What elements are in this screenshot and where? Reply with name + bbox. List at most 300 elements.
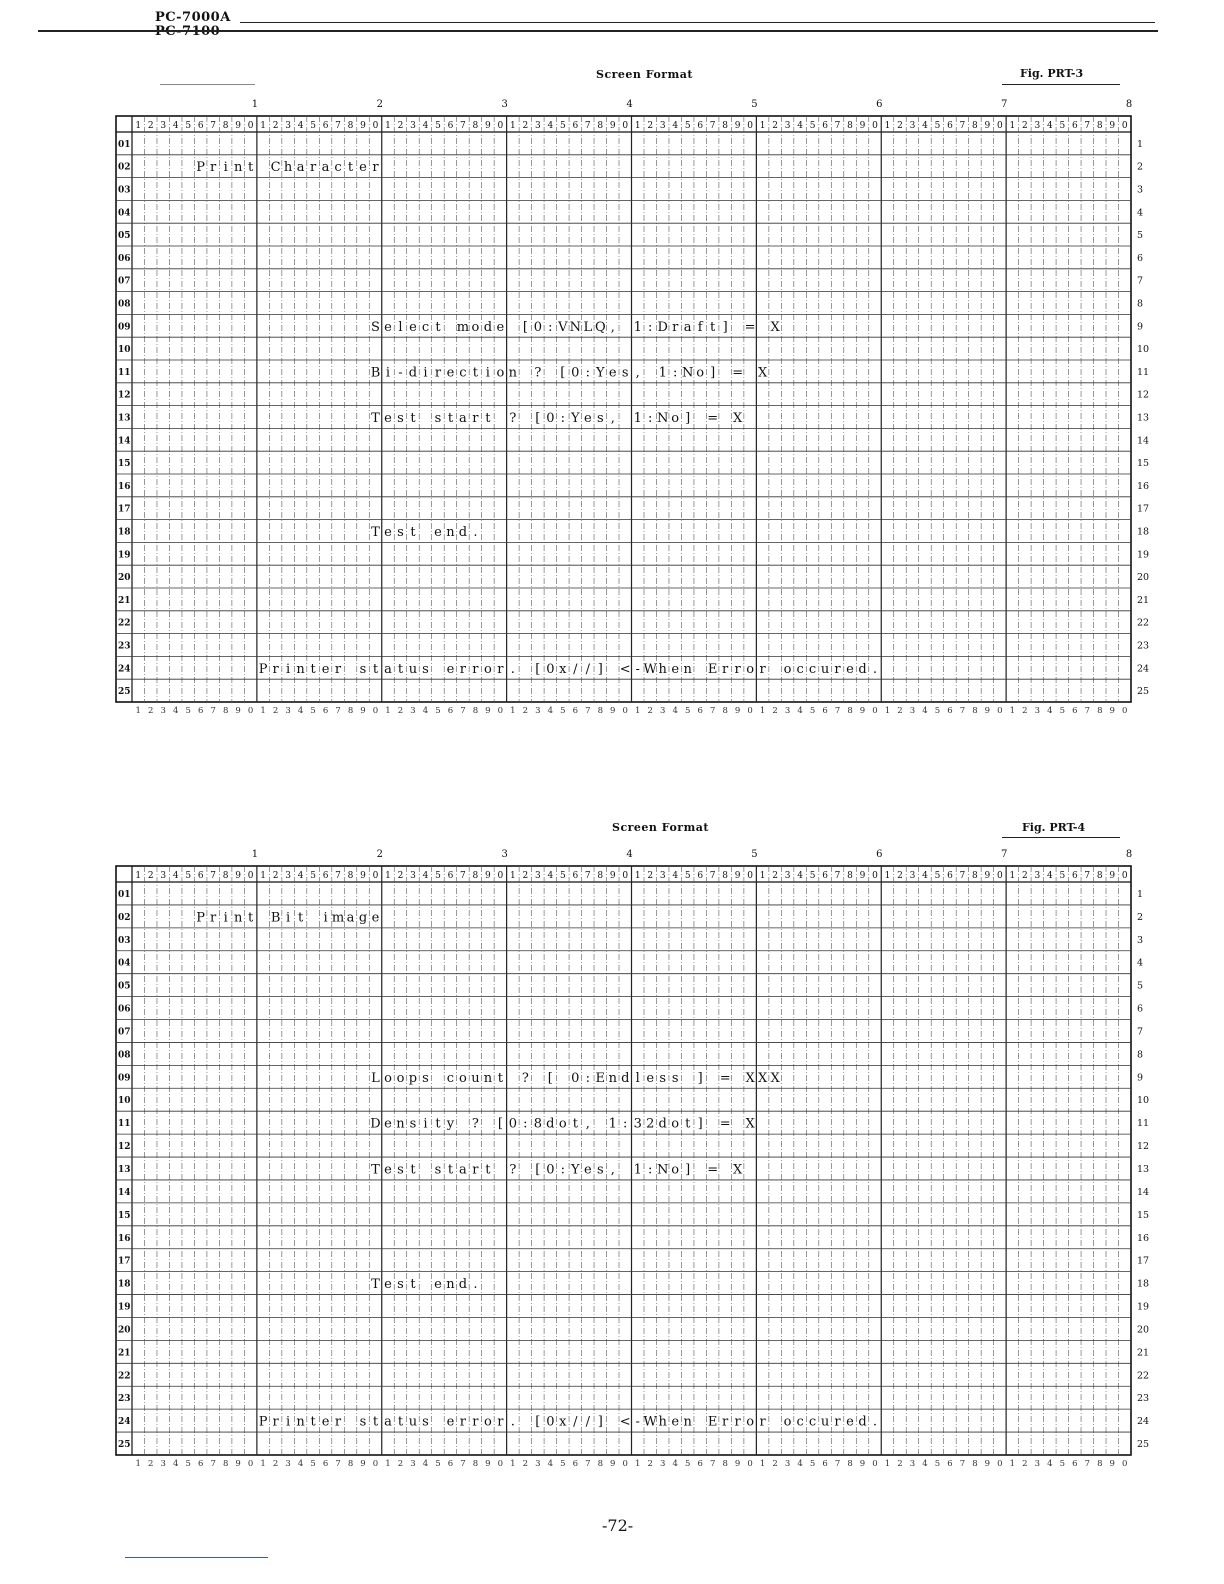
column-digit: 3	[1034, 871, 1041, 881]
column-digit-bottom: 6	[822, 706, 828, 716]
row-number: 09	[118, 1073, 131, 1084]
row-number: 22	[118, 1371, 131, 1382]
column-digit: 3	[659, 121, 666, 131]
column-digit-bottom: 9	[859, 1459, 866, 1469]
row-number-right: 6	[1137, 1003, 1144, 1015]
row-number-right: 15	[1137, 1209, 1150, 1221]
row-number-right: 20	[1137, 572, 1150, 584]
column-digit-bottom: 2	[1022, 1459, 1028, 1469]
column-digit-bottom: 0	[372, 706, 379, 716]
column-digit-bottom: 6	[947, 1459, 953, 1469]
row-number-right: 22	[1137, 1370, 1150, 1382]
row-number: 18	[118, 527, 131, 538]
column-digit-bottom: 2	[772, 706, 778, 716]
column-digit-bottom: 1	[385, 706, 391, 716]
column-digit-bottom: 8	[722, 706, 728, 716]
column-digit-bottom: 8	[222, 706, 229, 716]
column-digit-bottom: 0	[997, 706, 1003, 716]
column-tens-label: 6	[876, 849, 883, 860]
column-digit: 4	[672, 121, 679, 131]
row-number: 20	[118, 573, 131, 584]
column-digit: 2	[522, 121, 529, 131]
row-number-right: 23	[1137, 640, 1150, 652]
row-number-right: 25	[1137, 686, 1150, 698]
column-digit-bottom: 0	[747, 1459, 753, 1469]
column-digit: 4	[422, 121, 429, 131]
column-digit: 9	[485, 121, 491, 131]
column-digit: 2	[147, 871, 154, 881]
row-number-right: 21	[1137, 594, 1150, 606]
column-digit-bottom: 9	[360, 706, 366, 716]
column-digit: 2	[147, 121, 154, 131]
column-digit: 3	[160, 121, 167, 131]
column-digit: 5	[185, 871, 192, 881]
column-digit-bottom: 4	[1047, 1459, 1053, 1469]
row-number-right: 9	[1137, 1072, 1144, 1084]
column-digit-bottom: 3	[535, 1459, 541, 1469]
column-digit: 0	[622, 121, 629, 131]
page-number: -72-	[602, 1516, 634, 1535]
column-digit: 5	[684, 121, 691, 131]
column-tens-label: 4	[626, 99, 633, 110]
column-digit: 5	[684, 871, 691, 881]
column-digit: 8	[472, 871, 479, 881]
column-digit-bottom: 3	[1034, 706, 1041, 716]
column-digit-bottom: 2	[1022, 706, 1028, 716]
column-digit-bottom: 1	[635, 706, 641, 716]
column-digit: 7	[335, 121, 341, 131]
column-digit: 9	[859, 871, 866, 881]
column-digit-bottom: 7	[460, 1459, 466, 1469]
column-digit-bottom: 5	[809, 706, 816, 716]
column-digit-bottom: 5	[934, 1459, 941, 1469]
row-number: 14	[118, 436, 131, 447]
column-digit-bottom: 3	[660, 1459, 666, 1469]
column-digit: 1	[1009, 871, 1016, 881]
column-digit-bottom: 3	[160, 1459, 166, 1469]
column-digit: 3	[1034, 121, 1041, 131]
column-digit: 8	[347, 871, 354, 881]
column-digit: 6	[572, 121, 579, 131]
column-digit-bottom: 3	[410, 706, 416, 716]
column-digit-bottom: 6	[197, 706, 204, 716]
column-digit: 5	[1059, 871, 1066, 881]
column-digit: 7	[584, 121, 591, 131]
column-digit-bottom: 8	[1097, 706, 1103, 716]
column-digit-bottom: 6	[697, 706, 703, 716]
row-number: 05	[118, 981, 131, 992]
column-digit-bottom: 4	[672, 706, 678, 716]
column-digit-bottom: 5	[684, 1459, 691, 1469]
column-digit: 5	[310, 871, 316, 881]
column-digit-bottom: 0	[872, 1459, 878, 1469]
row-number: 23	[118, 641, 131, 652]
column-digit: 7	[1084, 871, 1091, 881]
column-digit: 1	[135, 871, 142, 881]
column-digit-bottom: 2	[647, 706, 653, 716]
row-number-right: 3	[1137, 934, 1144, 946]
column-digit: 3	[410, 121, 416, 131]
row-number: 01	[118, 139, 131, 150]
column-digit-bottom: 3	[535, 706, 541, 716]
column-digit-bottom: 6	[447, 706, 454, 716]
column-digit-bottom: 1	[260, 706, 266, 716]
column-digit-bottom: 2	[522, 1459, 529, 1469]
row-number: 11	[118, 1119, 131, 1130]
column-digit: 0	[872, 871, 878, 881]
column-digit: 6	[447, 121, 454, 131]
column-digit: 8	[222, 121, 229, 131]
column-digit-bottom: 1	[135, 706, 141, 716]
row-number-right: 4	[1137, 957, 1144, 969]
row-number-right: 14	[1137, 1186, 1150, 1198]
column-digit: 1	[385, 871, 391, 881]
column-digit-bottom: 1	[884, 1459, 891, 1469]
column-tens-label: 8	[1125, 849, 1133, 860]
row-number-right: 24	[1137, 1416, 1150, 1428]
column-digit-bottom: 4	[1047, 706, 1053, 716]
column-digit: 9	[485, 871, 491, 881]
column-digit: 3	[285, 121, 291, 131]
row-number: 18	[118, 1279, 131, 1290]
column-tens-label: 6	[876, 99, 883, 110]
column-digit-bottom: 0	[622, 1459, 628, 1469]
column-digit-bottom: 4	[922, 706, 928, 716]
row-number-right: 8	[1137, 298, 1144, 310]
row-number-right: 16	[1137, 480, 1150, 492]
column-digit: 8	[597, 121, 604, 131]
screen-text-line: P r i n t B i t i m a g e	[196, 910, 380, 926]
column-digit: 8	[1096, 871, 1103, 881]
column-digit: 6	[697, 871, 704, 881]
column-tens-label: 1	[251, 99, 259, 110]
column-digit: 6	[1071, 871, 1078, 881]
row-number: 06	[118, 1004, 131, 1015]
row-number-right: 8	[1137, 1049, 1144, 1061]
row-number: 25	[118, 687, 131, 698]
column-digit: 1	[260, 121, 266, 131]
column-digit: 5	[934, 121, 941, 131]
column-digit: 2	[1021, 871, 1028, 881]
column-digit-bottom: 1	[759, 706, 766, 716]
column-digit-bottom: 4	[422, 706, 429, 716]
column-digit: 6	[1071, 121, 1078, 131]
column-digit-bottom: 6	[1072, 1459, 1078, 1469]
column-digit-bottom: 2	[647, 1459, 653, 1469]
column-digit: 4	[297, 121, 304, 131]
column-digit: 0	[872, 121, 878, 131]
column-digit-bottom: 2	[397, 706, 404, 716]
row-number-right: 19	[1137, 1301, 1150, 1313]
column-digit: 3	[534, 121, 541, 131]
column-tens-label: 3	[501, 99, 508, 110]
row-number: 13	[118, 1165, 131, 1175]
column-digit: 7	[834, 121, 841, 131]
column-digit: 1	[260, 871, 266, 881]
column-digit: 2	[397, 871, 404, 881]
column-digit: 4	[297, 871, 304, 881]
row-number: 16	[118, 481, 131, 492]
row-number: 19	[118, 550, 131, 561]
figure-label: Fig. PRT-3	[1020, 67, 1084, 80]
column-digit-bottom: 9	[485, 706, 491, 716]
column-digit: 3	[410, 871, 416, 881]
column-digit: 2	[897, 871, 903, 881]
column-digit: 1	[759, 871, 766, 881]
column-digit: 8	[847, 121, 853, 131]
column-digit: 9	[734, 871, 741, 881]
column-digit-bottom: 9	[610, 706, 616, 716]
column-digit: 4	[672, 871, 679, 881]
column-digit: 2	[272, 121, 279, 131]
row-number-right: 17	[1137, 1255, 1150, 1267]
column-digit: 4	[547, 871, 554, 881]
column-digit-bottom: 0	[247, 1459, 254, 1469]
column-digit: 4	[547, 121, 554, 131]
column-digit: 7	[959, 121, 966, 131]
column-digit: 4	[1046, 121, 1053, 131]
column-digit-bottom: 0	[747, 706, 753, 716]
row-number: 15	[118, 1210, 131, 1221]
column-digit: 7	[709, 121, 716, 131]
column-digit: 1	[510, 871, 516, 881]
column-digit: 4	[797, 871, 803, 881]
column-digit-bottom: 7	[585, 706, 591, 716]
screen-title: Screen Format	[596, 68, 693, 81]
column-tens-label: 5	[751, 849, 758, 860]
column-digit: 3	[160, 871, 167, 881]
column-digit: 1	[634, 121, 641, 131]
column-digit-bottom: 4	[797, 706, 803, 716]
column-digit: 3	[784, 121, 791, 131]
row-number-right: 12	[1137, 1141, 1150, 1153]
column-digit: 0	[747, 871, 753, 881]
column-digit-bottom: 7	[335, 1459, 341, 1469]
column-digit-bottom: 2	[272, 1459, 279, 1469]
column-digit-bottom: 7	[1084, 706, 1091, 716]
column-digit-bottom: 8	[972, 1459, 978, 1469]
row-number: 15	[118, 459, 131, 470]
screen-title: Screen Format	[612, 821, 709, 834]
column-digit: 6	[322, 121, 329, 131]
column-digit-bottom: 6	[447, 1459, 454, 1469]
column-digit: 8	[472, 121, 479, 131]
column-digit-bottom: 3	[160, 706, 166, 716]
row-number: 13	[118, 413, 131, 424]
row-number: 02	[118, 912, 131, 923]
column-digit: 7	[959, 871, 966, 881]
column-digit-bottom: 3	[285, 706, 291, 716]
column-digit: 5	[559, 871, 566, 881]
column-digit-bottom: 2	[397, 1459, 404, 1469]
column-digit-bottom: 1	[1009, 1459, 1016, 1469]
column-digit: 6	[197, 121, 204, 131]
column-digit: 0	[372, 121, 379, 131]
column-digit: 4	[1046, 871, 1053, 881]
column-digit-bottom: 9	[360, 1459, 366, 1469]
column-digit-bottom: 8	[1097, 1459, 1103, 1469]
column-digit-bottom: 5	[809, 1459, 816, 1469]
column-digit-bottom: 0	[1122, 706, 1128, 716]
column-digit-bottom: 2	[772, 1459, 778, 1469]
row-number: 09	[118, 322, 131, 333]
column-digit-bottom: 5	[435, 1459, 441, 1469]
column-digit-bottom: 0	[872, 706, 878, 716]
row-number-right: 7	[1137, 1026, 1144, 1038]
column-digit: 9	[609, 871, 616, 881]
column-digit: 7	[709, 871, 716, 881]
column-digit: 0	[622, 871, 629, 881]
column-digit: 1	[135, 121, 142, 131]
column-digit-bottom: 0	[497, 1459, 504, 1469]
row-number: 24	[118, 1417, 131, 1428]
row-number: 04	[118, 958, 131, 969]
row-number: 23	[118, 1394, 131, 1405]
column-digit-bottom: 7	[959, 706, 966, 716]
row-number-right: 4	[1137, 207, 1144, 219]
column-digit: 5	[1059, 121, 1066, 131]
column-digit: 0	[997, 121, 1003, 131]
row-number-right: 6	[1137, 252, 1144, 264]
column-digit: 9	[609, 121, 616, 131]
column-digit-bottom: 7	[709, 1459, 716, 1469]
row-number-right: 11	[1137, 366, 1150, 378]
column-digit: 5	[435, 871, 441, 881]
column-digit: 2	[647, 121, 654, 131]
column-digit: 9	[984, 871, 991, 881]
column-digit: 0	[497, 121, 504, 131]
column-digit: 0	[247, 871, 254, 881]
column-digit: 3	[909, 121, 916, 131]
column-digit: 6	[947, 871, 953, 881]
screen-text-line: P r i n t C h a r a c t e r	[196, 160, 379, 176]
column-digit-bottom: 6	[322, 706, 329, 716]
column-digit-bottom: 5	[185, 1459, 191, 1469]
row-number-right: 23	[1137, 1393, 1150, 1405]
column-digit: 6	[697, 121, 704, 131]
row-number-right: 5	[1137, 230, 1144, 242]
column-digit: 6	[447, 871, 454, 881]
column-digit: 1	[1009, 121, 1016, 131]
row-number-right: 21	[1137, 1347, 1150, 1359]
row-number: 02	[118, 162, 131, 173]
column-digit: 4	[922, 871, 928, 881]
row-number: 11	[118, 367, 131, 378]
row-number-right: 19	[1137, 549, 1150, 561]
column-digit: 1	[759, 121, 766, 131]
column-digit-bottom: 6	[822, 1459, 828, 1469]
column-digit-bottom: 4	[172, 706, 179, 716]
column-digit: 6	[947, 121, 953, 131]
column-digit: 4	[797, 121, 803, 131]
column-tens-label: 7	[1000, 99, 1008, 110]
row-number: 25	[118, 1440, 131, 1451]
column-digit-bottom: 9	[984, 1459, 991, 1469]
column-digit-bottom: 7	[210, 706, 216, 716]
column-digit: 7	[584, 871, 591, 881]
row-number: 19	[118, 1302, 131, 1313]
column-digit-bottom: 4	[797, 1459, 803, 1469]
row-number: 17	[118, 504, 131, 515]
row-number-right: 18	[1137, 1278, 1150, 1290]
column-digit-bottom: 8	[847, 1459, 853, 1469]
column-digit-bottom: 4	[547, 706, 554, 716]
row-number: 03	[118, 185, 131, 196]
row-number-right: 25	[1137, 1439, 1150, 1451]
screen-text-line: L o o p s c o u n t ? [ 0 : E n d l e s s ] = X X X	[371, 1070, 780, 1086]
column-digit-bottom: 0	[1122, 1459, 1128, 1469]
figure-label: Fig. PRT-4	[1022, 821, 1086, 834]
row-number: 08	[118, 1050, 131, 1061]
column-tens-label: 7	[1000, 849, 1008, 860]
column-digit-bottom: 7	[834, 706, 841, 716]
column-digit: 9	[360, 871, 366, 881]
column-digit-bottom: 3	[909, 706, 916, 716]
column-digit-bottom: 0	[997, 1459, 1003, 1469]
row-number: 03	[118, 935, 131, 946]
column-digit-bottom: 8	[847, 706, 853, 716]
row-number-right: 16	[1137, 1232, 1150, 1244]
column-digit: 8	[1096, 121, 1103, 131]
column-digit: 5	[809, 871, 816, 881]
row-number-right: 7	[1137, 275, 1144, 287]
row-number: 10	[118, 1096, 131, 1107]
column-digit: 0	[1121, 871, 1128, 881]
column-digit-bottom: 7	[1084, 1459, 1091, 1469]
column-digit-bottom: 9	[734, 706, 741, 716]
column-digit: 1	[385, 121, 391, 131]
column-digit: 5	[809, 121, 816, 131]
column-digit-bottom: 4	[172, 1459, 179, 1469]
screen-text-line: T e s t e n d .	[371, 525, 478, 540]
column-digit: 3	[784, 871, 791, 881]
column-digit-bottom: 5	[310, 706, 316, 716]
column-digit-bottom: 9	[859, 706, 866, 716]
model-number-primary: PC-7000A	[155, 10, 231, 25]
column-digit-bottom: 1	[635, 1459, 641, 1469]
column-digit: 8	[722, 121, 729, 131]
column-digit: 8	[347, 121, 354, 131]
row-number: 21	[118, 595, 131, 606]
column-digit: 7	[460, 871, 466, 881]
column-digit: 2	[1021, 121, 1028, 131]
column-digit-bottom: 8	[597, 706, 603, 716]
column-digit: 5	[559, 121, 566, 131]
column-digit-bottom: 7	[585, 1459, 591, 1469]
column-digit-bottom: 3	[784, 1459, 791, 1469]
row-number-right: 5	[1137, 980, 1144, 992]
column-tens-label: 2	[376, 99, 383, 110]
column-digit: 8	[722, 871, 729, 881]
column-digit-bottom: 9	[1109, 706, 1115, 716]
column-tens-label: 3	[501, 849, 508, 860]
column-tens-label: 8	[1125, 99, 1133, 110]
column-digit-bottom: 2	[897, 706, 903, 716]
row-number: 10	[118, 345, 131, 356]
column-digit-bottom: 3	[909, 1459, 916, 1469]
column-digit: 0	[1121, 121, 1128, 131]
row-number-right: 22	[1137, 617, 1150, 629]
column-digit: 2	[272, 871, 279, 881]
column-digit-bottom: 1	[385, 1459, 391, 1469]
column-digit: 8	[847, 871, 853, 881]
column-digit-bottom: 1	[884, 706, 891, 716]
column-digit-bottom: 2	[272, 706, 279, 716]
column-digit: 1	[634, 871, 641, 881]
column-digit: 1	[884, 121, 891, 131]
screen-text-line: S e l e c t m o d e [ 0 : V N L Q , 1 : D r a f t ] = X	[371, 319, 780, 335]
column-digit-bottom: 0	[247, 706, 254, 716]
